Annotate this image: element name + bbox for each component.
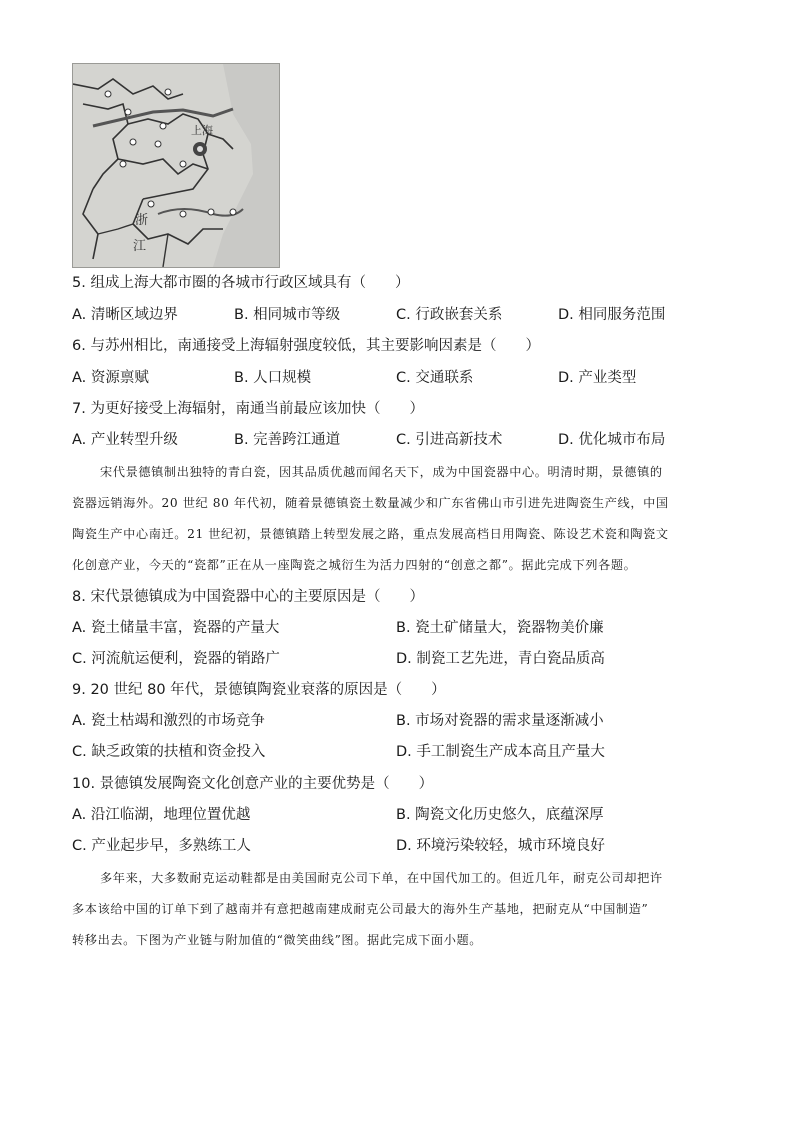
q8-option-b[interactable]: B. 瓷土矿储量大，瓷器物美价廉 — [396, 620, 604, 636]
passage-1-line-4: 化创意产业，今天的“瓷都”正在从一座陶瓷之城衍生为活力四射的“创意之都”。据此完成下列各题。 — [72, 558, 637, 572]
q9-option-c[interactable]: C. 缺乏政策的扶植和资金投入 — [72, 744, 266, 760]
q5-option-b[interactable]: B. 相同城市等级 — [234, 307, 341, 323]
q9-option-a[interactable]: A. 瓷土枯竭和激烈的市场竞争 — [72, 713, 265, 729]
shanghai-metropolitan-map — [72, 63, 280, 268]
passage-1-line-1: 宋代景德镇制出独特的青白瓷，因其品质优越而闻名天下，成为中国瓷器中心。明清时期，景德镇的 — [100, 465, 663, 479]
q10-option-b[interactable]: B. 陶瓷文化历史悠久，底蕴深厚 — [396, 807, 604, 823]
q6-option-b[interactable]: B. 人口规模 — [234, 370, 312, 386]
q9-option-b[interactable]: B. 市场对瓷器的需求量逐渐减小 — [396, 713, 604, 729]
q10-option-d[interactable]: D. 环境污染较轻，城市环境良好 — [396, 838, 605, 854]
passage-1-line-2: 瓷器远销海外。20 世纪 80 年代初，随着景德镇瓷土数量减少和广东省佛山市引进先进陶瓷生产线，中国 — [72, 496, 669, 510]
q7-option-b[interactable]: B. 完善跨江通道 — [234, 432, 341, 448]
q8-option-a[interactable]: A. 瓷土储量丰富，瓷器的产量大 — [72, 620, 280, 636]
passage-2-line-2: 多本该给中国的订单下到了越南并有意把越南建成耐克公司最大的海外生产基地，把耐克从“中国制造” — [72, 902, 649, 916]
question-8-stem: 8. 宋代景德镇成为中国瓷器中心的主要原因是（ ） — [72, 589, 424, 605]
q5-option-d[interactable]: D. 相同服务范围 — [558, 307, 666, 323]
q10-option-a[interactable]: A. 沿江临湖，地理位置优越 — [72, 807, 251, 823]
question-9-stem: 9. 20 世纪 80 年代，景德镇陶瓷业衰落的原因是（ ） — [72, 682, 446, 698]
q6-option-c[interactable]: C. 交通联系 — [396, 370, 474, 386]
q5-option-c[interactable]: C. 行政嵌套关系 — [396, 307, 503, 323]
passage-2-line-1: 多年来，大多数耐克运动鞋都是由美国耐克公司下单，在中国代加工的。但近几年，耐克公司却把许 — [100, 871, 663, 885]
q8-option-d[interactable]: D. 制瓷工艺先进，青白瓷品质高 — [396, 651, 605, 667]
passage-2-line-3: 转移出去。下图为产业链与附加值的“微笑曲线”图。据此完成下面小题。 — [72, 933, 483, 947]
q8-option-c[interactable]: C. 河流航运便利，瓷器的销路广 — [72, 651, 280, 667]
question-6-stem: 6. 与苏州相比，南通接受上海辐射强度较低，其主要影响因素是（ ） — [72, 338, 540, 354]
q7-option-d[interactable]: D. 优化城市布局 — [558, 432, 666, 448]
map-label-jiang: 江 — [133, 239, 147, 254]
question-7-stem: 7. 为更好接受上海辐射，南通当前最应该加快（ ） — [72, 401, 424, 417]
map-label-zhe: 浙 — [135, 213, 149, 228]
q5-option-a[interactable]: A. 清晰区域边界 — [72, 307, 178, 323]
question-5-stem: 5. 组成上海大都市圈的各城市行政区域具有（ ） — [72, 275, 410, 291]
question-10-stem: 10. 景德镇发展陶瓷文化创意产业的主要优势是（ ） — [72, 776, 434, 792]
q6-option-d[interactable]: D. 产业类型 — [558, 370, 637, 386]
map-label-shanghai: 上海 — [191, 124, 213, 137]
q6-option-a[interactable]: A. 资源禀赋 — [72, 370, 149, 386]
q7-option-a[interactable]: A. 产业转型升级 — [72, 432, 178, 448]
q7-option-c[interactable]: C. 引进高新技术 — [396, 432, 503, 448]
passage-1-line-3: 陶瓷生产中心南迁。21 世纪初，景德镇踏上转型发展之路，重点发展高档日用陶瓷、陈设艺术瓷和陶瓷文 — [72, 527, 669, 541]
map-graphic — [73, 64, 279, 267]
q10-option-c[interactable]: C. 产业起步早，多熟练工人 — [72, 838, 251, 854]
q9-option-d[interactable]: D. 手工制瓷生产成本高且产量大 — [396, 744, 605, 760]
